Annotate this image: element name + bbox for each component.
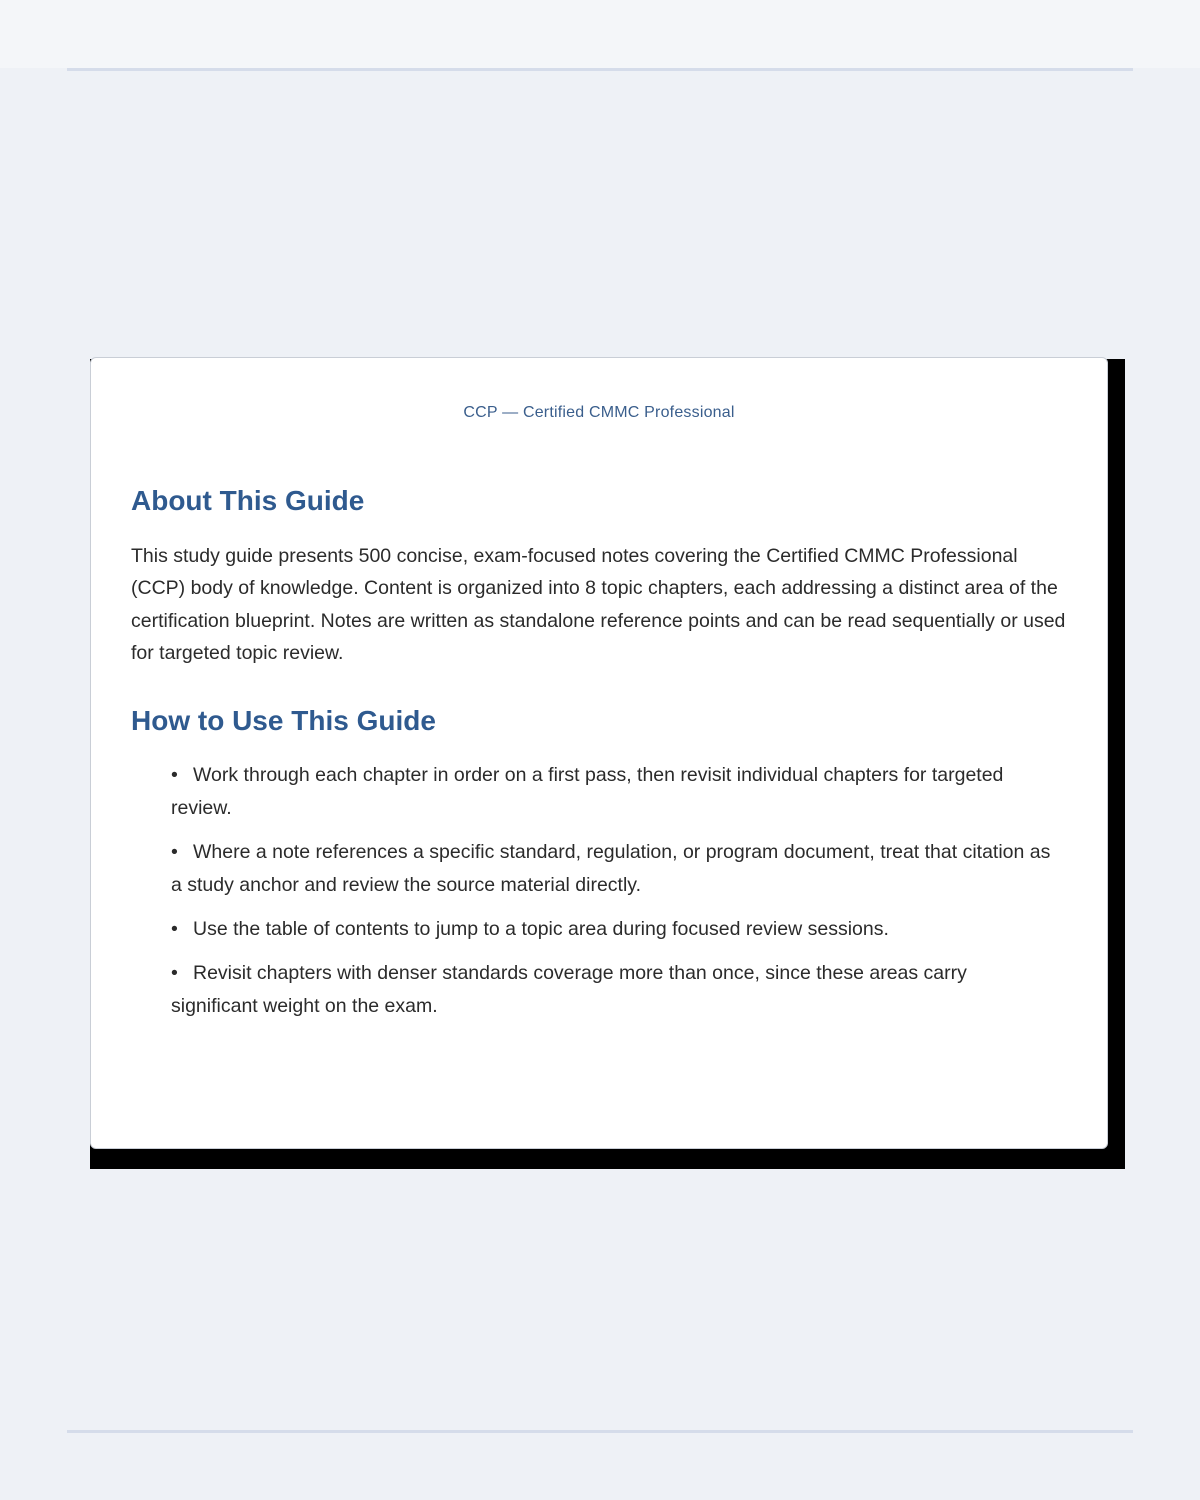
list-item-text: Revisit chapters with denser standards coverage more than once, since these areas carry significant weight on the exam.	[171, 962, 967, 1017]
bullet-icon: •	[171, 764, 178, 786]
list-item	[171, 836, 1051, 902]
document-page	[90, 357, 1108, 1149]
list-item-text: Work through each chapter in order on a first pass, then revisit individual chapters for targeted review.	[171, 764, 1004, 819]
bullet-icon: •	[171, 918, 178, 940]
bottom-divider	[67, 1430, 1133, 1433]
about-paragraph: This study guide presents 500 concise, exam-focused notes covering the Certified CMMC Professional (CCP) body of knowledge. Content is organized into 8 topic chapters, each addressing a distinct area of the certification blueprint. Notes are written as standalone reference points and can be read sequentially or used for targeted topic review.	[131, 545, 1066, 664]
section-heading-how-to-use: How to Use This Guide	[131, 705, 436, 736]
bullet-icon: •	[171, 962, 178, 984]
list-item-text: Where a note references a specific standard, regulation, or program document, treat that citation as a study anchor and review the source material directly.	[171, 841, 1051, 896]
bullet-icon: •	[171, 841, 178, 863]
list-item	[171, 759, 1051, 825]
top-divider	[67, 68, 1133, 71]
top-band	[0, 0, 1200, 68]
running-header: CCP — Certified CMMC Professional	[463, 404, 735, 421]
how-to-use-list	[171, 759, 1051, 1034]
section-heading-about: About This Guide	[131, 485, 365, 516]
list-item	[171, 957, 1051, 1023]
list-item-text: Use the table of contents to jump to a topic area during focused review sessions.	[193, 918, 889, 940]
list-item	[171, 913, 1051, 946]
